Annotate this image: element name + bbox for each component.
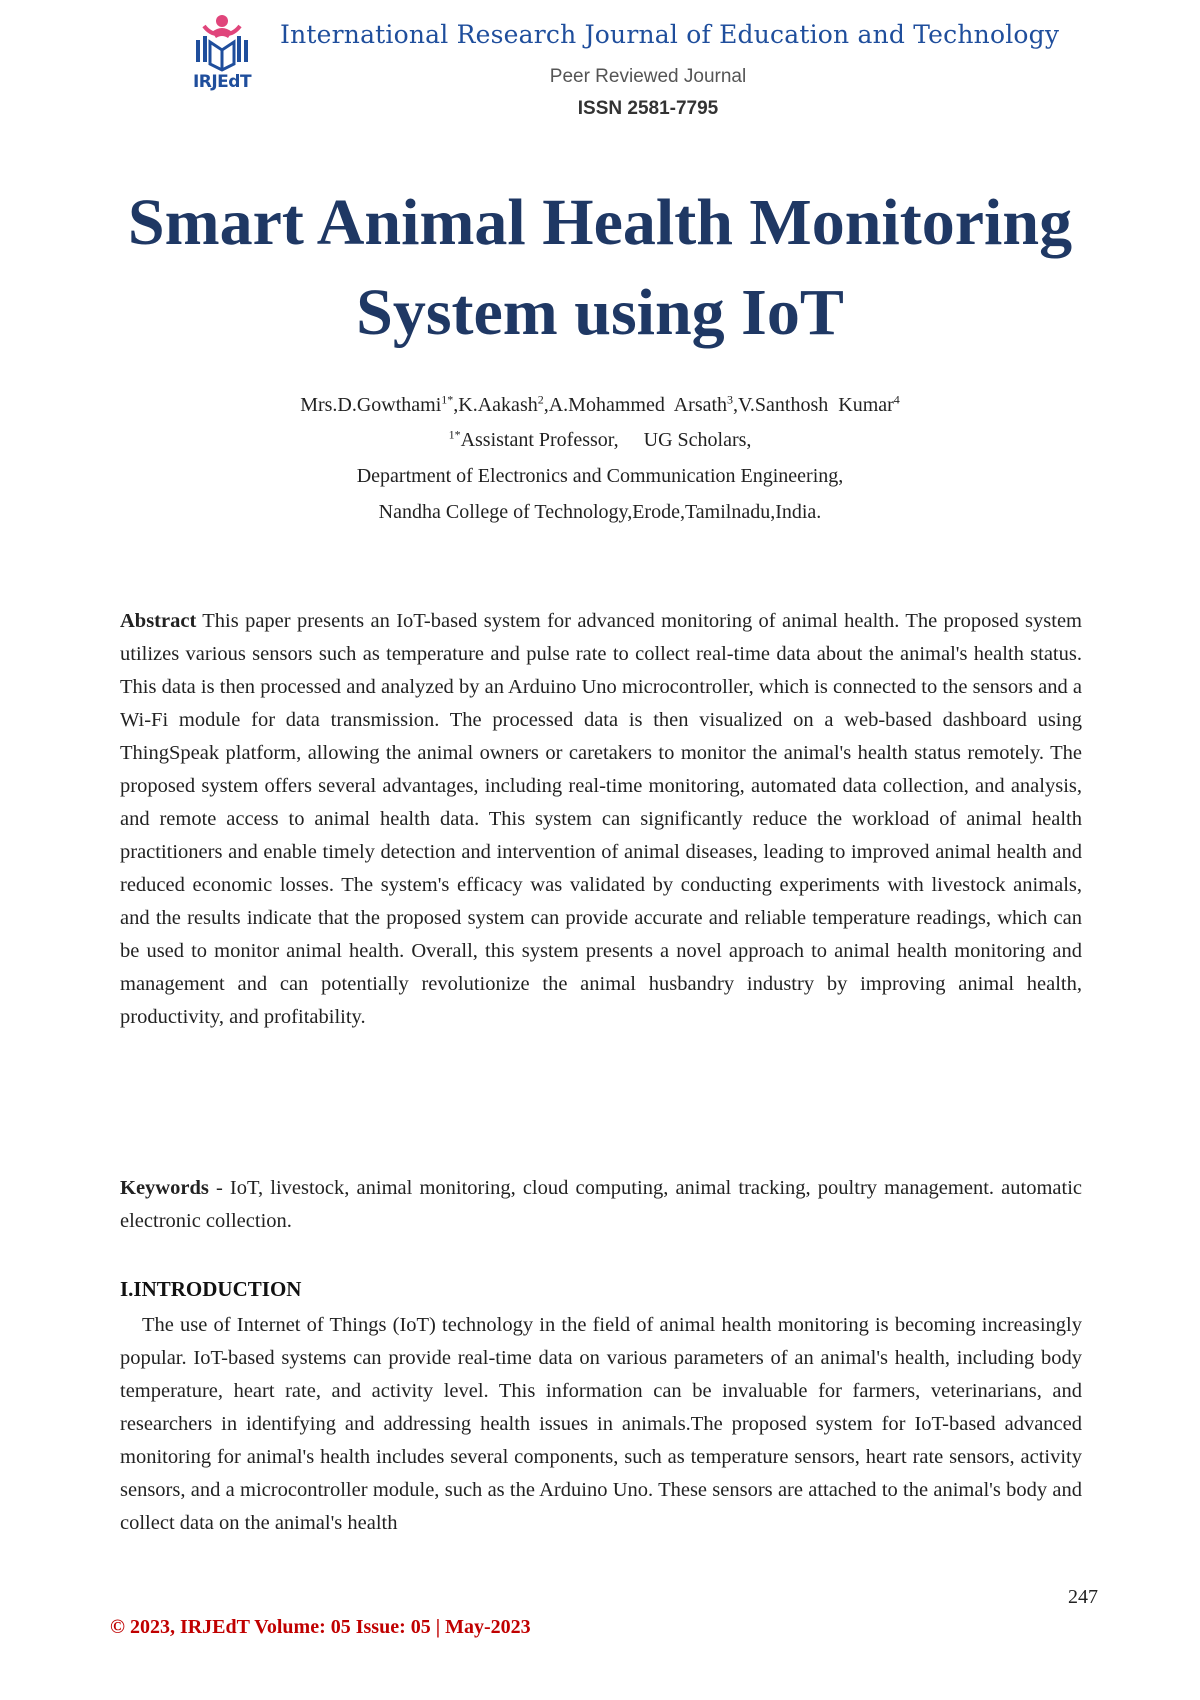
journal-name: International Research Journal of Education and Technology <box>280 20 1060 49</box>
keywords <box>120 1172 1082 1238</box>
title-line-1: Smart Animal Health Monitoring <box>127 186 1073 259</box>
abstract-text: This paper presents an IoT-based system for advanced monitoring of animal health. The proposed system utilizes various sensors such as temperature and pulse rate to collect real-time data about the animal's health status. This data is then processed and analyzed by an Arduino Uno microcontroller, which is connected to the sensors and a Wi-Fi module for data transmission. The processed data is then visualized on a web-based dashboard using ThingSpeak platform, allowing the animal owners or caretakers to monitor the animal's health status remotely. The proposed system offers several advantages, including real-time monitoring, automated data collection, and analysis, and remote access to animal health data. This system can significantly reduce the workload of animal health practitioners and enable timely detection and intervention of animal diseases, leading to improved animal health and reduced economic losses. The system's efficacy was validated by conducting experiments with livestock animals, and the results indicate that the proposed system can provide accurate and reliable temperature readings, which can be used to monitor animal health. Overall, this system presents a novel approach to animal health monitoring and management and can potentially revolutionize the animal husbandry industry by improving animal health, productivity, and profitability. <box>120 610 1082 1028</box>
abstract-label: Abstract <box>120 610 197 632</box>
author-superscript: 2 <box>537 392 544 407</box>
title-line-2: System using IoT <box>356 276 844 349</box>
department: Department of Electronics and Communication Engineering, <box>356 465 844 487</box>
affiliation-superscript: 1* <box>448 427 461 442</box>
author-name: Mrs.D.Gowthami <box>300 394 442 416</box>
author-superscript: 1* <box>441 392 454 407</box>
section-heading-introduction: I.INTRODUCTION <box>120 1277 302 1301</box>
keywords-text: - IoT, livestock, animal monitoring, cloud computing, animal tracking, poultry management. automatic electronic collection. <box>120 1177 1082 1232</box>
introduction-text: The use of Internet of Things (IoT) technology in the field of animal health monitoring is becoming increasingly popular. IoT-based systems can provide real-time data on various parameters of an animal's health, including body temperature, heart rate, and activity level. This information can be invaluable for farmers, veterinarians, and researchers in identifying and addressing health issues in animals.The proposed system for IoT-based advanced monitoring for animal's health includes several components, such as temperature sensors, heart rate sensors, activity sensors, and a microcontroller module, such as the Arduino Uno. These sensors are attached to the animal's body and collect data on the animal's health <box>120 1314 1082 1534</box>
abstract <box>120 605 1082 1034</box>
keywords-label: Keywords <box>120 1177 209 1199</box>
author-superscript: 3 <box>727 392 734 407</box>
page-number: 247 <box>1068 1586 1098 1608</box>
author-name: ,V.Santhosh Kumar <box>733 394 894 416</box>
affiliation-roles <box>60 429 1140 452</box>
author-name: ,K.Aakash <box>453 394 538 416</box>
paper-title <box>60 178 1140 358</box>
footer-copyright: © 2023, IRJEdT Volume: 05 Issue: 05 | May-2023 <box>110 1616 531 1638</box>
college: Nandha College of Technology,Erode,Tamilnadu,India. <box>378 501 822 523</box>
author-superscript: 4 <box>893 392 900 407</box>
author-list <box>60 394 1140 417</box>
logo-text: IRJEdT <box>192 72 252 92</box>
author-name: ,A.Mohammed Arsath <box>543 394 728 416</box>
issn-label: ISSN 2581-7795 <box>577 98 719 119</box>
peer-reviewed-label: Peer Reviewed Journal <box>549 66 747 87</box>
affiliation-text: Assistant Professor, UG Scholars, <box>460 429 752 451</box>
